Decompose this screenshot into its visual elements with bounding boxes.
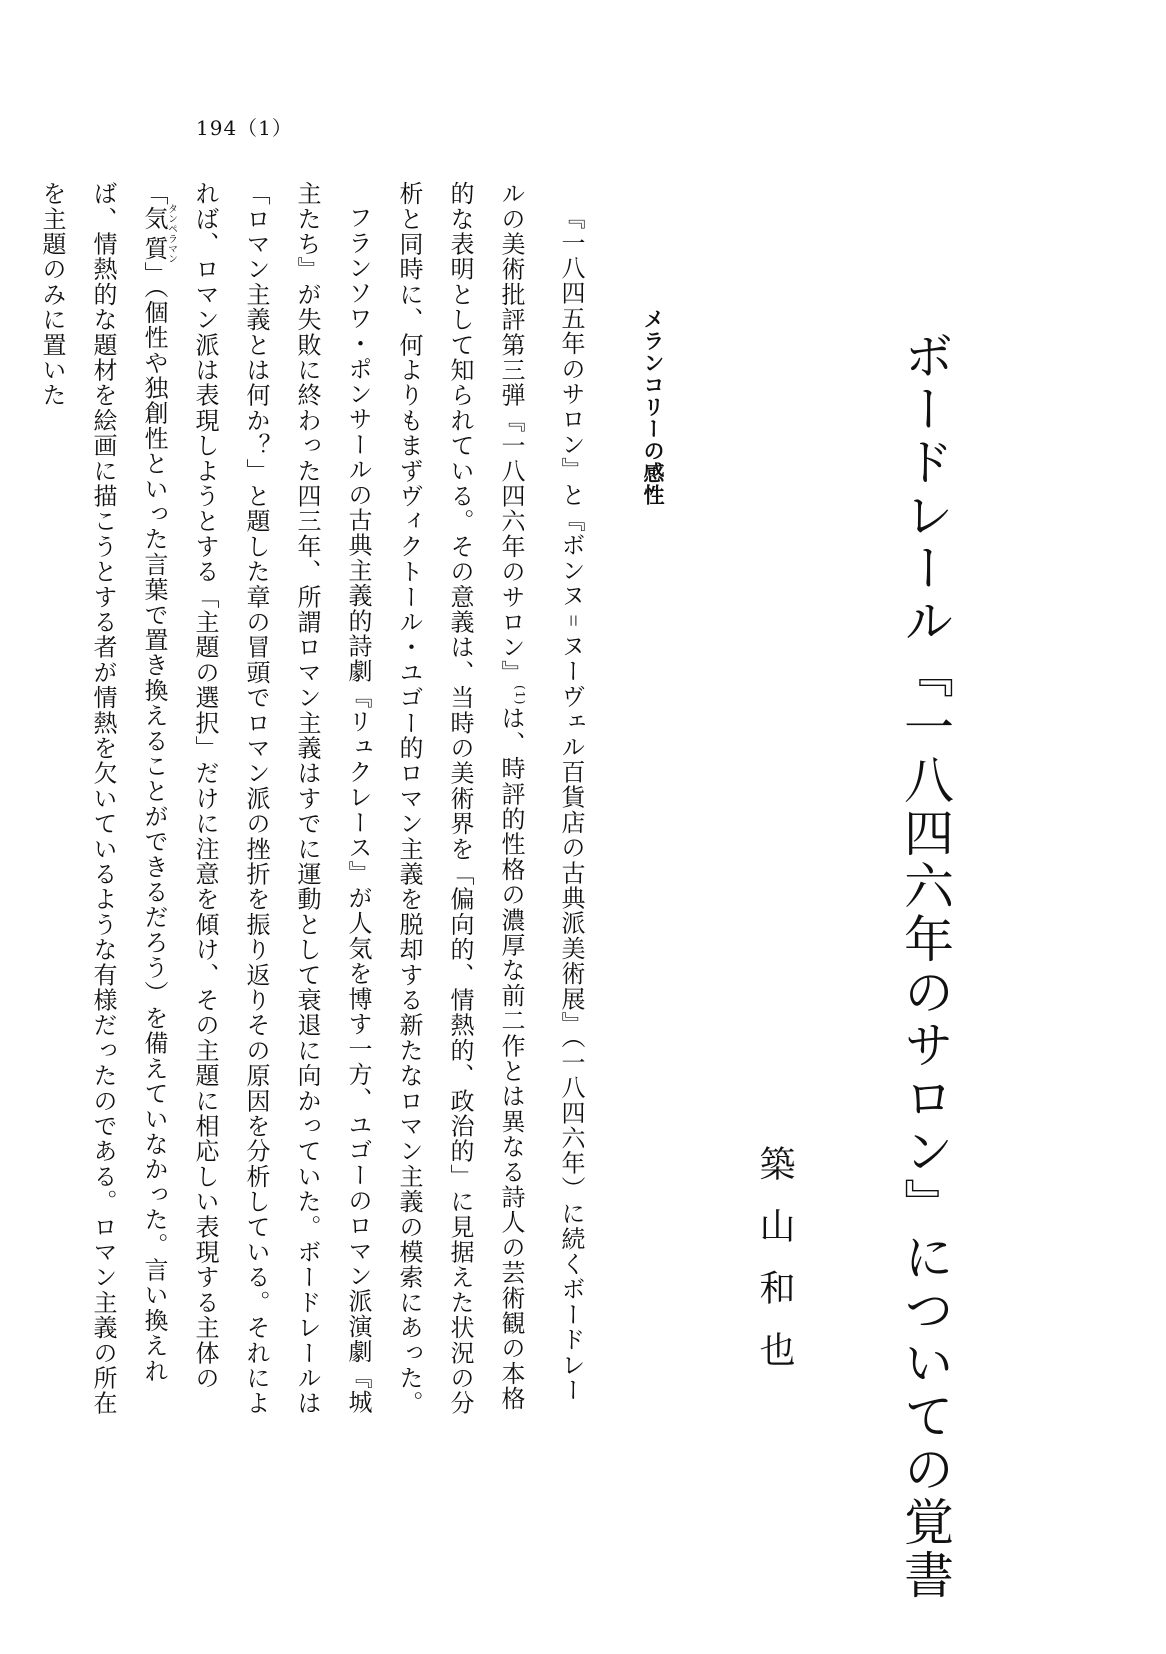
ruby-reading: タンペラマン [165, 203, 177, 264]
ruby-annotated-word [140, 203, 177, 264]
paragraph-1-text-b: は、時評的性格の濃厚な前二作とは異なる詩人の芸術観の本格的な表明として知られている。その意義は、当時の美術界を「偏向的、情熱的、政治的」に見据えた状況の分析と同時に、何よりもまずヴィクトール・ユゴー的ロマン主義を脱却する新たなロマン主義の模索にあった。 [395, 181, 525, 1416]
footnote-reference: (1) [513, 685, 527, 706]
paragraph-2-text-b: 」（個性や独創性といった言葉で置き換えることができるだろう）を備えていなかった。言い換えれば、情熱的な題材を絵画に描こうとする者が情熱を欠いているような有様だったのである。ロマン主義の所在を主題のみに置いた [38, 181, 168, 1416]
paragraph-1-text-a: 『一八四五年のサロン』と『ボンヌ゠ヌーヴェル百貨店の古典派美術展』（一八四六年）に続くボードレールの美術批評第三弾『一八四六年のサロン』 [497, 181, 585, 1403]
section-heading: メランコリーの感性 [641, 308, 665, 506]
paragraph-2 [26, 181, 383, 1426]
paragraph-1 [383, 181, 596, 1426]
author-name: 築山和也 [754, 1145, 795, 1393]
paragraph-2-text-a: フランソワ・ポンサールの古典主義的詩劇『リュクレース』が人気を博す一方、ユゴーのロマン派演劇『城主たち』が失敗に終わった四三年、所謂ロマン主義はすでに運動として衰退に向かっていた。ボードレールは「ロマン主義とは何か？」と題した章の冒頭でロマン派の挫折を振り返りその原因を分析している。それによれば、ロマン派は表現しようとする「主題の選択」だけに注意を傾け、その主題に相応しい表現する主体の「 [140, 181, 372, 1416]
page-number: 194（1） [196, 116, 293, 140]
body-text [38, 181, 596, 1426]
ruby-base: 気質 [140, 203, 168, 264]
article-title: ボードレール『一八四六年のサロン』についての覚書 [896, 330, 954, 1602]
